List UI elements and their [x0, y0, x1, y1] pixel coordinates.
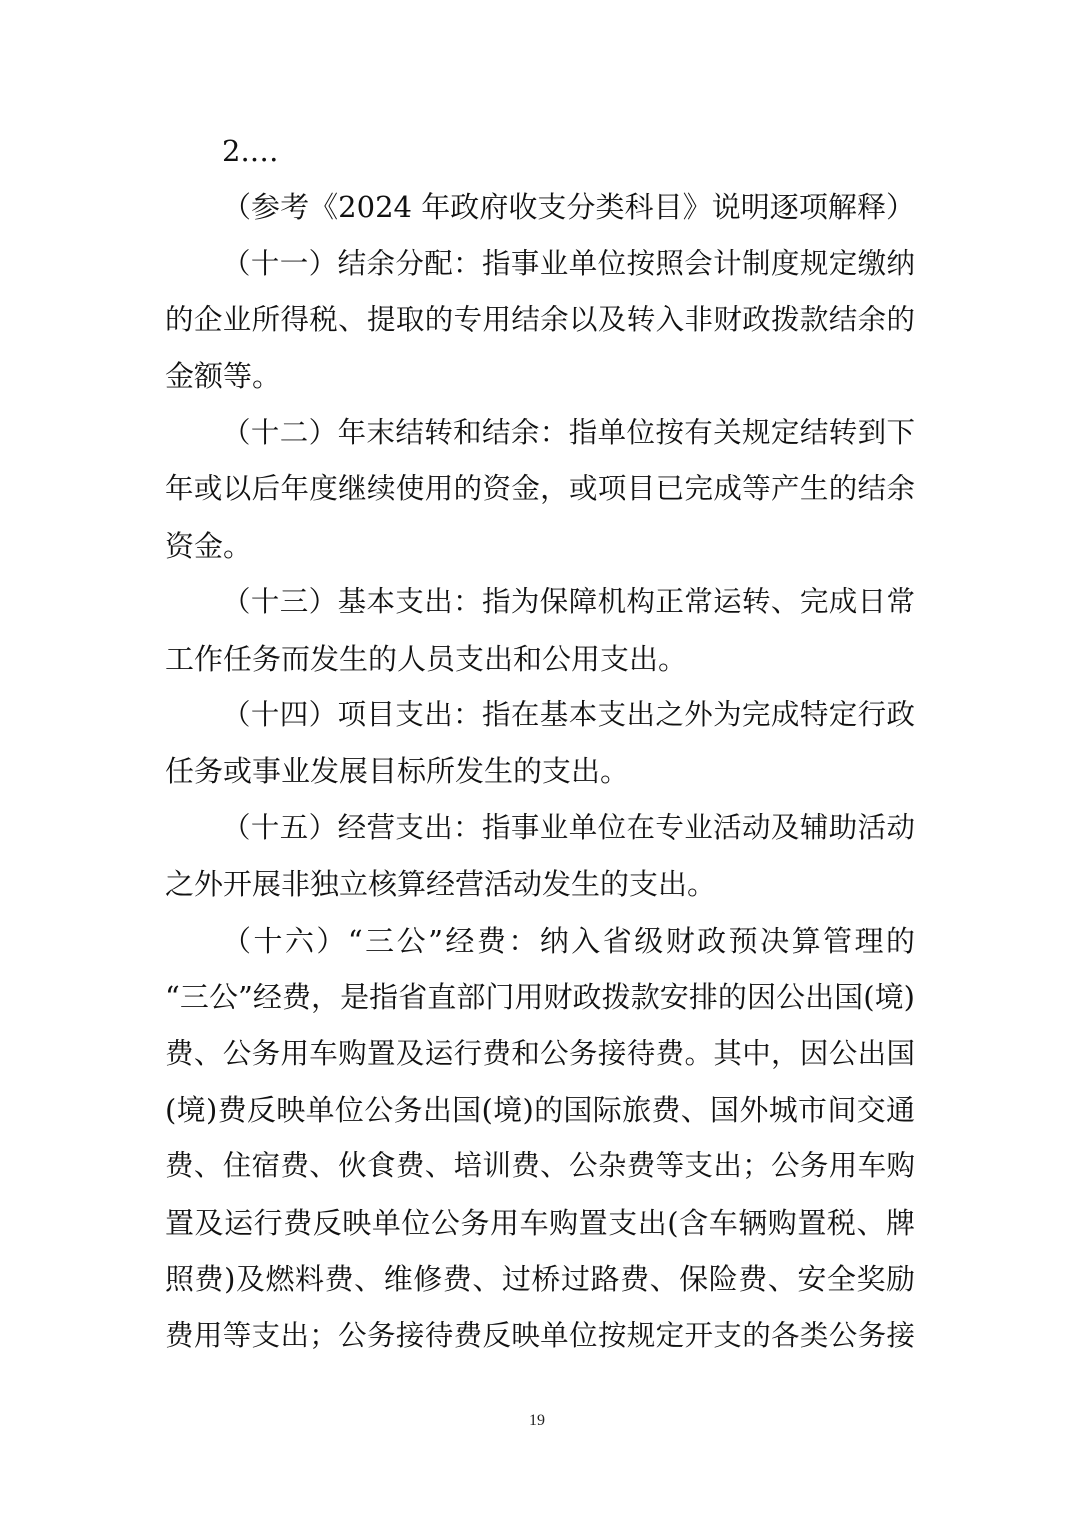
- paragraph-16-line-5: 费、住宿费、伙食费、培训费、公杂费等支出；公务用车购: [165, 1149, 915, 1182]
- page-number: 19: [529, 1412, 545, 1429]
- paragraph-15-line-2: 之外开展非独立核算经营活动发生的支出。: [165, 867, 717, 901]
- paragraph-14-line-2: 任务或事业发展目标所发生的支出。: [165, 754, 630, 788]
- reference-note: （参考《2024 年政府收支分类科目》说明逐项解释）: [222, 190, 915, 224]
- paragraph-11-line-2: 的企业所得税、提取的专用结余以及转入非财政拨款结余的: [165, 303, 915, 336]
- paragraph-11-line-1: （十一）结余分配：指事业单位按照会计制度规定缴纳: [222, 247, 915, 280]
- paragraph-12-line-2: 年或以后年度继续使用的资金，或项目已完成等产生的结余: [165, 472, 915, 505]
- paragraph-16-line-4: (境)费反映单位公务出国(境)的国际旅费、国外城市间交通: [165, 1093, 915, 1127]
- list-marker-2: 2.…: [222, 134, 279, 168]
- paragraph-12-line-3: 资金。: [165, 529, 253, 563]
- paragraph-16-line-3: 费、公务用车购置及运行费和公务接待费。其中，因公出国: [165, 1037, 915, 1070]
- paragraph-12-line-1: （十二）年末结转和结余：指单位按有关规定结转到下: [222, 416, 915, 449]
- paragraph-16-line-6: 置及运行费反映单位公务用车购置支出(含车辆购置税、牌: [165, 1206, 915, 1240]
- paragraph-16-line-7: 照费)及燃料费、维修费、过桥过路费、保险费、安全奖励: [165, 1262, 915, 1296]
- paragraph-14-line-1: （十四）项目支出：指在基本支出之外为完成特定行政: [222, 698, 915, 731]
- paragraph-13-line-1: （十三）基本支出：指为保障机构正常运转、完成日常: [222, 585, 915, 618]
- paragraph-16-line-2: “三公”经费，是指省直部门用财政拨款安排的因公出国(境): [165, 980, 915, 1014]
- paragraph-16-line-8: 费用等支出；公务接待费反映单位按规定开支的各类公务接: [165, 1319, 915, 1352]
- paragraph-15-line-1: （十五）经营支出：指事业单位在专业活动及辅助活动: [222, 811, 915, 844]
- paragraph-11-line-3: 金额等。: [165, 359, 282, 393]
- paragraph-16-line-1: （十六）“三公”经费：纳入省级财政预决算管理的: [222, 924, 915, 958]
- paragraph-13-line-2: 工作任务而发生的人员支出和公用支出。: [165, 642, 688, 676]
